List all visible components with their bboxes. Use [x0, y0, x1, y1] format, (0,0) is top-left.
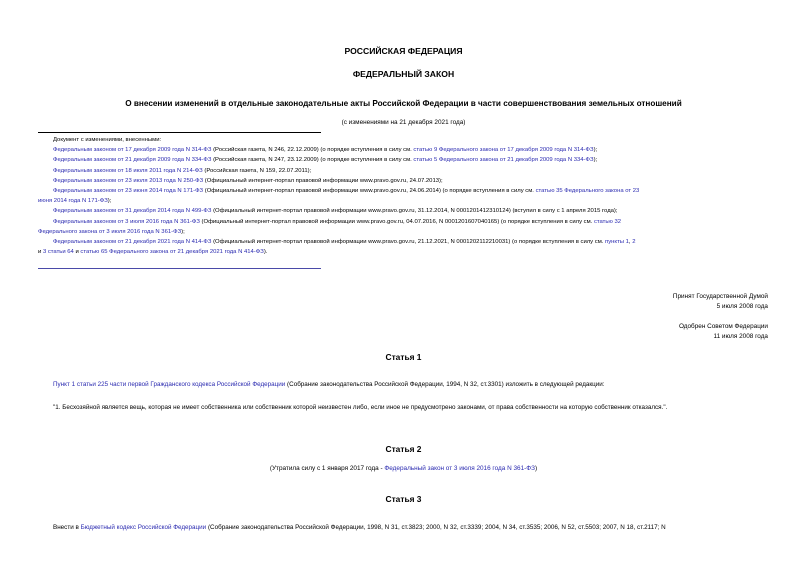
effective-date-link[interactable]: статью 32 [593, 218, 622, 225]
article-2-heading: Статья 2 [385, 444, 422, 454]
duma-label: Принят Государственной Думой [672, 293, 768, 300]
law-type-heading: ФЕДЕРАЛЬНЫЙ ЗАКОН [352, 69, 455, 79]
amendment-item-continued: июня 2014 года N 171-ФЗ); [38, 198, 112, 205]
effective-date-link[interactable]: пункты 1 [605, 239, 629, 246]
repeal-law-link[interactable]: Федеральный закон от 3 июля 2016 года N 361-ФЗ [384, 465, 535, 472]
amendment-item: Федеральным законом от 23 июля 2013 года N 250-ФЗ (Официальный интернет-портал правовой информации www.pravo.gov.ru, 24.07.2013); [53, 177, 443, 184]
effective-date-link[interactable]: статью 35 Федерального закона от 23 [535, 188, 640, 195]
budget-code-link[interactable]: Бюджетный кодекс Российской Федерации [80, 524, 207, 531]
effective-date-link[interactable]: 3 статьи 64 [42, 249, 74, 256]
civil-code-link[interactable]: Пункт 1 статьи 225 части первой Гражданского кодекса Российской Федерации [53, 381, 286, 388]
article-3-heading: Статья 3 [385, 494, 422, 504]
effective-date-link[interactable]: Федерального закона от 3 июля 2016 года N 361-ФЗ [38, 228, 182, 235]
amendment-item-continued: Федерального закона от 3 июля 2016 года N 361-ФЗ); [38, 228, 185, 235]
amendment-law-link[interactable]: Федеральным законом от 23 июня 2014 года N 171-ФЗ [53, 188, 204, 195]
amendments-list [38, 135, 769, 257]
amendment-law-link[interactable]: Федеральным законом от 17 декабря 2009 года N 314-ФЗ [53, 147, 212, 154]
adoption-council [679, 322, 768, 342]
article-1-heading: Статья 1 [385, 352, 422, 362]
amendments-intro: Документ с изменениями, внесенными: [53, 137, 162, 143]
effective-date-link[interactable]: июня 2014 года N 171-ФЗ [38, 198, 108, 205]
amendment-item-continued: и 3 статьи 64 и статью 65 Федерального закона от 21 декабря 2021 года N 414-ФЗ). [38, 249, 268, 256]
amendment-item: Федеральным законом от 3 июля 2016 года N 361-ФЗ (Официальный интернет-портал правовой информации www.pravo.gov.ru, 04.07.2016, N 0001201607040165) (о порядке вступления в силу см. статью 32 [53, 218, 622, 225]
amendment-item: Федеральным законом от 31 декабря 2014 года N 499-ФЗ (Официальный интернет-портал правовой информации www.pravo.gov.ru, 31.12.2014, N 0001201412310124) (вступил в силу с 1 апреля 2015 года); [53, 208, 618, 215]
amendment-item: Федеральным законом от 17 декабря 2009 года N 314-ФЗ (Российская газета, N 246, 22.12.2009) (о порядке вступления в силу см. статью 9 Федерального закона от 17 декабря 2009 года N 314-ФЗ); [53, 147, 598, 154]
amendment-law-link[interactable]: Федеральным законом от 3 июля 2016 года N 361-ФЗ [53, 218, 200, 225]
amendment-item: Федеральным законом от 21 декабря 2009 года N 334-ФЗ (Российская газета, N 247, 23.12.2009) (о порядке вступления в силу см. статью 5 Федерального закона от 21 декабря 2009 года N 334-ФЗ); [53, 157, 598, 164]
amendment-law-link[interactable]: Федеральным законом от 18 июля 2011 года N 214-ФЗ [53, 167, 203, 174]
article-2-note: (Утратила силу с 1 января 2017 года - Федеральный закон от 3 июля 2016 года N 361-ФЗ) [269, 465, 538, 472]
amendment-law-link[interactable]: Федеральным законом от 21 декабря 2021 года N 414-ФЗ [53, 239, 212, 246]
effective-date-link[interactable]: 2 [632, 239, 636, 246]
council-date: 11 июля 2008 года [713, 333, 768, 340]
document-title: О внесении изменений в отдельные законодательные акты Российской Федерации в части совершенствования земельных отношений [125, 99, 682, 108]
adoption-duma [673, 292, 768, 312]
effective-date-link[interactable]: статью 65 Федерального закона от 21 декабря 2021 года N 414-ФЗ [80, 249, 264, 256]
article-3-text: Внести в Бюджетный кодекс Российской Федерации (Собрание законодательства Российской Федерации, 1998, N 31, ст.3823; 2000, N 32, ст.3339; 2004, N 34, ст.3535; 2006, N 52, ст.5503; 2007, N 18, ст.2117; N [53, 524, 666, 531]
amendment-law-link[interactable]: Федеральным законом от 21 декабря 2009 года N 334-ФЗ [53, 157, 212, 164]
article-1-quote: "1. Бесхозяйной является вещь, которая не имеет собственника или собственник которой неизвестен либо, если иное не предусмотрено законами, от права собственности на которую собственник отказался.". [53, 404, 668, 411]
amendment-law-link[interactable]: Федеральным законом от 31 декабря 2014 года N 499-ФЗ [53, 208, 212, 215]
revision-note: (с изменениями на 21 декабря 2021 года) [341, 119, 466, 126]
top-divider [38, 132, 321, 133]
amendment-law-link[interactable]: Федеральным законом от 23 июля 2013 года N 250-ФЗ [53, 177, 204, 184]
article-1-text: Пункт 1 статьи 225 части первой Гражданского кодекса Российской Федерации (Собрание законодательства Российской Федерации, 1994, N 32, ст.3301) изложить в следующей редакции: [53, 381, 605, 388]
amendment-item: Федеральным законом от 21 декабря 2021 года N 414-ФЗ (Официальный интернет-портал правовой информации www.pravo.gov.ru, 21.12.2021, N 0001202112210031) (о порядке вступления в силу см. пункты 1, 2 [53, 239, 636, 246]
country-heading: РОССИЙСКАЯ ФЕДЕРАЦИЯ [344, 46, 463, 56]
amendment-item: Федеральным законом от 23 июня 2014 года N 171-ФЗ (Официальный интернет-портал правовой информации www.pravo.gov.ru, 24.06.2014) (о порядке вступления в силу см. статью 35 Федерального закона от 23 [53, 188, 640, 195]
effective-date-link[interactable]: статью 5 Федерального закона от 21 декабря 2009 года N 334-ФЗ [413, 157, 594, 164]
council-label: Одобрен Советом Федерации [678, 323, 768, 330]
bottom-divider [38, 268, 321, 269]
duma-date: 5 июля 2008 года [716, 303, 768, 310]
effective-date-link[interactable]: статью 9 Федерального закона от 17 декабря 2009 года N 314-ФЗ [413, 147, 594, 154]
amendment-item: Федеральным законом от 18 июля 2011 года N 214-ФЗ (Российская газета, N 159, 22.07.2011); [53, 167, 312, 174]
